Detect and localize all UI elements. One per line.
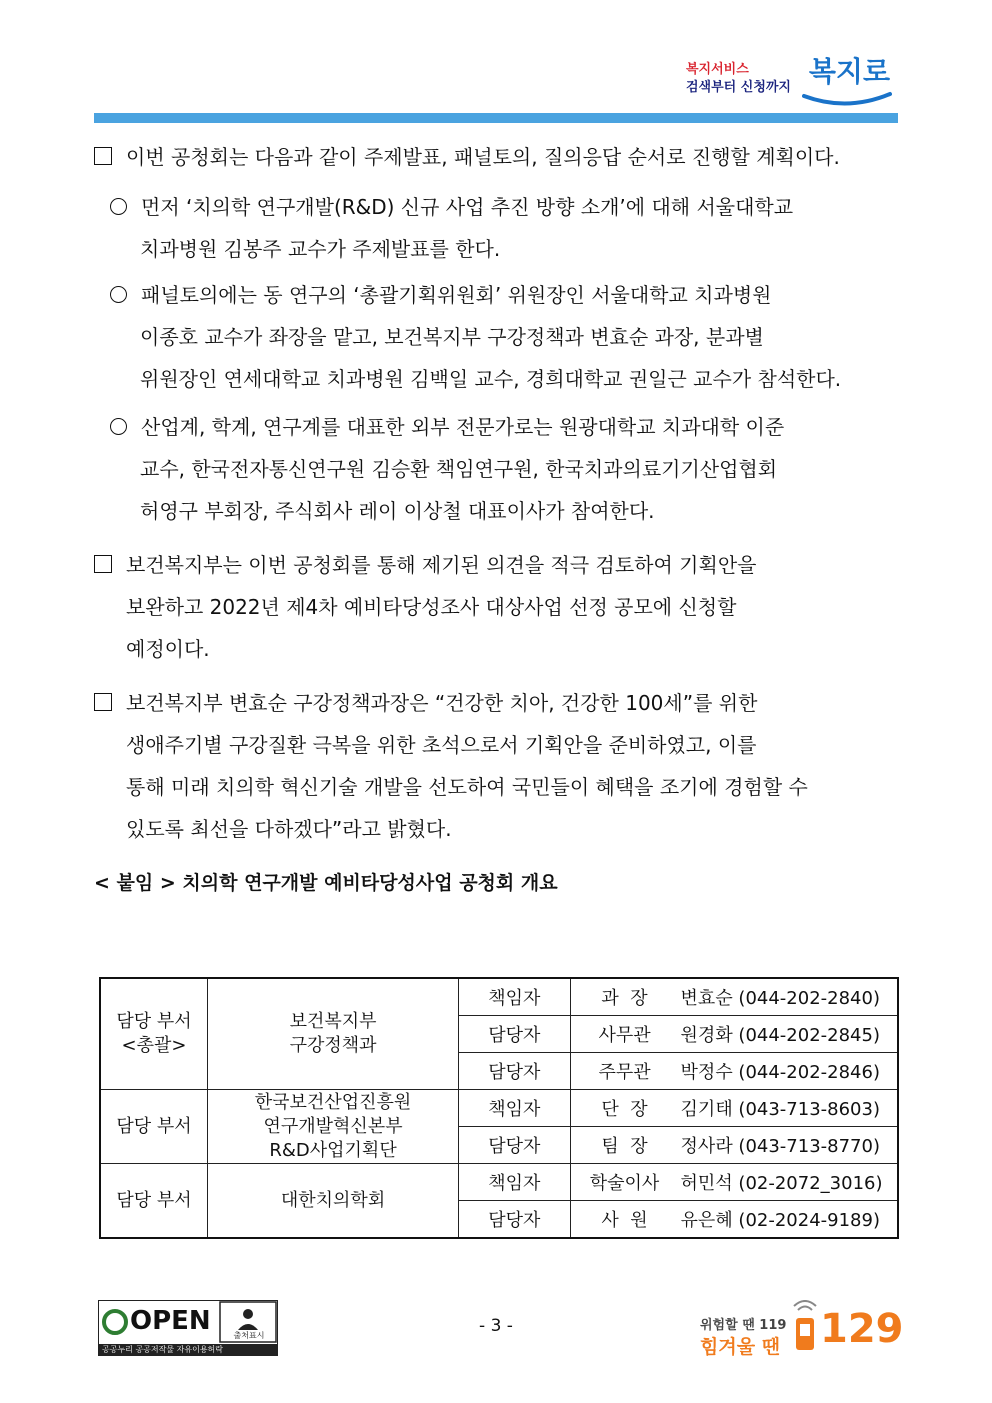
contact-row — [100, 1164, 898, 1201]
p4-line2: 교수, 한국전자통신연구원 김승환 책임연구원, 한국치과의료기기산업협회 — [140, 457, 778, 481]
p6-line4: 있도록 최선을 다하겠다”라고 밝혔다. — [126, 817, 452, 841]
contact-role-cell: 담당자 — [459, 1053, 571, 1090]
p3-line3: 위원장인 연세대학교 치과병원 김백일 교수, 경희대학교 권일근 교수가 참석한다. — [140, 367, 842, 391]
contact-name-phone: 정사라 (043-713-8770) — [680, 1136, 880, 1157]
contact-role-cell: 책임자 — [459, 1090, 571, 1127]
contact-org-cell: 대한치의학회 — [208, 1164, 459, 1239]
kogl-open-text: OPEN — [130, 1306, 211, 1336]
contact-title: 학술이사 — [589, 1173, 660, 1194]
contact-name-phone: 김기태 (043-713-8603) — [680, 1099, 880, 1120]
helpline-line2: 힘겨울 땐 — [700, 1336, 781, 1358]
contact-dept-cell: 담당 부서 — [100, 1090, 208, 1164]
helpline-number: 129 — [820, 1306, 904, 1352]
p2-line1: 먼저 ‘치의학 연구개발(R&D) 신규 사업 추진 방향 소개’에 대해 서울대학교 — [141, 195, 794, 219]
p4-line3: 허영구 부회장, 주식회사 레이 이상철 대표이사가 참여한다. — [140, 499, 655, 523]
p2-line2: 치과병원 김봉주 교수가 주제발표를 한다. — [140, 237, 501, 261]
helpline-line1: 위험할 땐 119 — [700, 1318, 787, 1333]
p6-line3: 통해 미래 치의학 혁신기술 개발을 선도하여 국민들이 혜택을 조기에 경험할 수 — [126, 775, 808, 799]
p1-text: 이번 공청회는 다음과 같이 주제발표, 패널토의, 질의응답 순서로 진행할 계획이다. — [126, 145, 840, 169]
contact-role-cell: 담당자 — [459, 1201, 571, 1239]
circle-bullet-icon — [110, 198, 127, 215]
p4-line1: 산업계, 학계, 연구계를 대표한 외부 전문가로는 원광대학교 치과대학 이준 — [141, 415, 785, 439]
p6-line2: 생애주기별 구강질환 극복을 위한 초석으로서 기획안을 준비하였고, 이를 — [126, 733, 757, 757]
contact-title: 과 장 — [601, 988, 648, 1009]
bokjiro-logo — [686, 50, 896, 108]
contact-name-phone: 변효순 (044-202-2840) — [680, 988, 880, 1009]
contact-role-cell: 책임자 — [459, 978, 571, 1016]
square-bullet-icon — [94, 693, 112, 711]
contact-dept-cell: 담당 부서 <총괄> — [100, 978, 208, 1090]
attachment-heading: < 붙임 > 치의학 연구개발 예비타당성사업 공청회 개요 — [94, 872, 558, 894]
p3-line1: 패널토의에는 동 연구의 ‘총괄기획위원회’ 위원장인 서울대학교 치과병원 — [141, 283, 772, 307]
kogl-badge-label: 출처표시 — [233, 1331, 265, 1340]
circle-bullet-icon — [110, 418, 127, 435]
contact-dept-cell: 담당 부서 — [100, 1164, 208, 1239]
contact-title: 팀 장 — [601, 1136, 648, 1157]
p3-line2: 이종호 교수가 좌장을 맡고, 보건복지부 구강정책과 변효순 과장, 분과별 — [140, 325, 764, 349]
contact-role-cell: 담당자 — [459, 1016, 571, 1053]
contact-table — [99, 977, 899, 1239]
contact-name-phone: 유은혜 (02-2024-9189) — [680, 1210, 880, 1231]
p5-line3: 예정이다. — [126, 637, 210, 661]
contact-row — [100, 978, 898, 1016]
contact-title: 사무관 — [598, 1025, 651, 1046]
logo-line1: 복지서비스 — [686, 62, 749, 77]
phone-icon — [792, 1300, 820, 1358]
logo-swoosh-icon — [802, 90, 892, 108]
kogl-caption: 공공누리 공공저작물 자유이용허락 — [102, 1345, 224, 1354]
contact-role-cell: 담당자 — [459, 1127, 571, 1164]
contact-name-phone: 박정수 (044-202-2846) — [680, 1062, 880, 1083]
contact-person-cell — [570, 1201, 898, 1239]
contact-row — [100, 1090, 898, 1127]
circle-bullet-icon — [110, 286, 127, 303]
page-number: - 3 - — [479, 1316, 513, 1336]
square-bullet-icon — [94, 147, 112, 165]
contact-role-cell: 책임자 — [459, 1164, 571, 1201]
contact-name-phone: 원경화 (044-202-2845) — [680, 1025, 880, 1046]
contact-title: 단 장 — [601, 1099, 648, 1120]
contact-title: 사 원 — [601, 1210, 648, 1231]
square-bullet-icon — [94, 555, 112, 573]
contact-name-phone: 허민석 (02-2072_3016) — [680, 1173, 883, 1194]
contact-person-cell — [570, 978, 898, 1016]
helpline-129-logo — [696, 1300, 904, 1358]
logo-line2: 검색부터 신청까지 — [686, 80, 791, 95]
header-accent-bar — [94, 113, 898, 123]
contact-org-cell: 한국보건산업진흥원 연구개발혁신본부 R&D사업기획단 — [208, 1090, 459, 1164]
p5-line1: 보건복지부는 이번 공청회를 통해 제기된 의견을 적극 검토하여 기획안을 — [126, 553, 757, 577]
contact-title: 주무관 — [598, 1062, 651, 1083]
p5-line2: 보완하고 2022년 제4차 예비타당성조사 대상사업 선정 공모에 신청할 — [126, 595, 737, 619]
contact-person-cell — [570, 1053, 898, 1090]
contact-person-cell — [570, 1164, 898, 1201]
contact-org-cell: 보건복지부 구강정책과 — [208, 978, 459, 1090]
contact-person-cell — [570, 1090, 898, 1127]
contact-person-cell — [570, 1127, 898, 1164]
p6-line1: 보건복지부 변효순 구강정책과장은 “건강한 치아, 건강한 100세”를 위한 — [126, 691, 758, 715]
contact-person-cell — [570, 1016, 898, 1053]
logo-brand: 복지로 — [808, 55, 890, 88]
